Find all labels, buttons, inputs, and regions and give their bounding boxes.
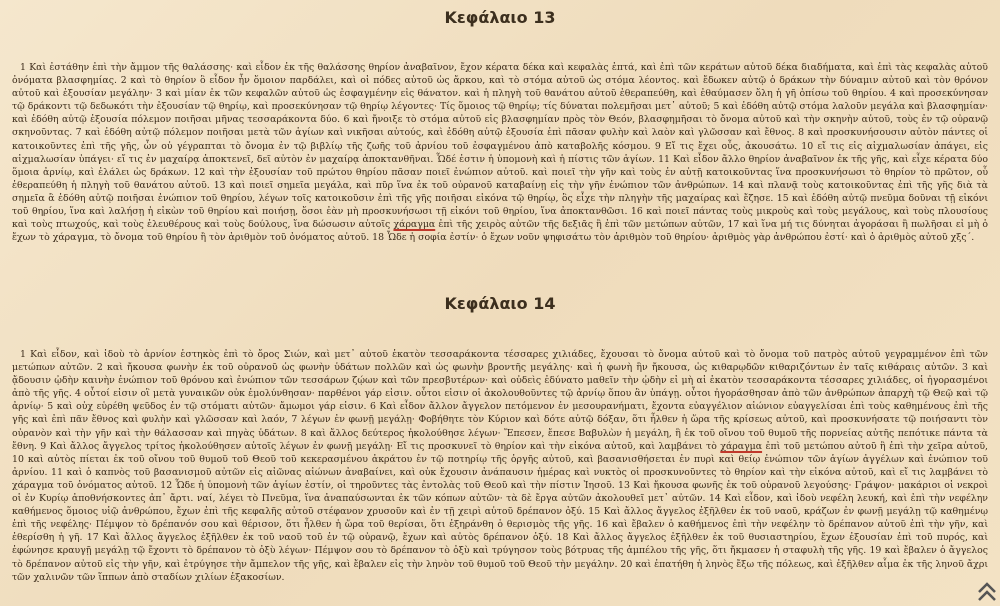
chapter-13-highlight: χάραγμα <box>393 219 436 231</box>
chapter-14-text <box>12 348 988 584</box>
chapter-14-text-part1: 1 Καὶ εἶδον, καὶ ἰδοὺ τὸ ἀρνίον ἑστηκὸς ἐπὶ τὸ ὄρος Σιών, καὶ μετ᾽ αὐτοῦ ἑκατὸν τεσσαράκοντα τέσσαρες χιλιάδες, ἔχουσαι τὸ ὄνομα αὐτοῦ καὶ τὸ ὄνομα τοῦ πατρὸς αὐτοῦ γεγραμμένον ἐπὶ τῶν μετώπων αὐτῶν. 2 καὶ ἤκουσα φωνὴν ἐκ τοῦ οὐρανοῦ ὡς φωνὴν ὑδάτων πολλῶν καὶ ὡς φωνὴν βροντῆς μεγάλης· καὶ ἡ φωνὴ ἣν ἤκουσα, ὡς κιθαρῳδῶν κιθαριζόντων ἐν ταῖς κιθάραις αὐτῶν. 3 καὶ ᾄδουσιν ᾠδὴν καινὴν ἐνώπιον τοῦ θρόνου καὶ ἐνώπιον τῶν τεσσάρων ζῴων καὶ τῶν πρεσβυτέρων· καὶ οὐδεὶς ἐδύνατο μαθεῖν τὴν ᾠδὴν εἰ μὴ αἱ ἑκατὸν τεσσαράκοντα τέσσαρες χιλιάδες, οἱ ἠγορασμένοι ἀπὸ τῆς γῆς. 4 οὗτοί εἰσιν οἳ μετὰ γυναικῶν οὐκ ἐμολύνθησαν· παρθένοι γάρ εἰσιν. οὗτοι εἰσιν οἱ ἀκολουθοῦντες τῷ ἀρνίῳ ὅπου ἂν ὑπάγῃ. οὗτοι ἠγοράσθησαν ἀπὸ τῶν ἀνθρώπων ἀπαρχὴ τῷ Θεῷ καὶ τῷ ἀρνίῳ· 5 καὶ οὐχ εὑρέθη ψεῦδος ἐν τῷ στόματι αὐτῶν· ἄμωμοι γάρ εἰσιν. 6 Καὶ εἶδον ἄλλον ἄγγελον πετόμενον ἐν μεσουρανήματι, ἔχοντα εὐαγγέλιον αἰώνιον εὐαγγελίσαι ἐπὶ τοὺς καθημένους ἐπὶ τῆς γῆς καὶ ἐπὶ πᾶν ἔθνος καὶ φυλὴν καὶ γλῶσσαν καὶ λαόν, 7 λέγων ἐν φωνῇ μεγάλῃ· Φοβήθητε τὸν Κύριον καὶ δότε αὐτῷ δόξαν, ὅτι ἦλθεν ἡ ὥρα τῆς κρίσεως αὐτοῦ, καὶ προσκυνήσατε τῷ ποιήσαντι τὸν οὐρανὸν καὶ τὴν γῆν καὶ τὴν θάλασσαν καὶ πηγὰς ὑδάτων. 8 καὶ ἄλλος δεύτερος ἠκολούθησε λέγων· Ἔπεσεν, ἔπεσε Βαβυλὼν ἡ μεγάλη, ἣ ἐκ τοῦ οἴνου τοῦ θυμοῦ τῆς πορνείας αὐτῆς πεπότικε πάντα τὰ ἔθνη. 9 Καὶ ἄλλος ἄγγελος τρίτος ἠκολούθησεν αὐτοῖς λέγων ἐν φωνῇ μεγάλῃ· Εἴ τις προσκυνεῖ τὸ θηρίον καὶ τὴν εἰκόνα αὐτοῦ, καὶ λαμβάνει τὸ <box>12 349 988 452</box>
scroll-to-top-button[interactable] <box>976 580 998 604</box>
chapter-14-title: Κεφάλαιο 14 <box>444 294 556 313</box>
chapter-13-text-part1: 1 Καὶ ἐστάθην ἐπὶ τὴν ἄμμον τῆς θαλάσσης· καὶ εἶδον ἐκ τῆς θαλάσσης θηρίον ἀναβαῖνον, ἔχον κέρατα δέκα καὶ κεφαλὰς ἑπτά, καὶ ἐπὶ τῶν κεράτων αὐτοῦ δέκα διαδήματα, καὶ ἐπὶ τὰς κεφαλὰς αὐτοῦ ὀνόματα βλασφημίας. 2 καὶ τὸ θηρίον ὃ εἶδον ἦν ὅμοιον παρδάλει, καὶ οἱ πόδες αὐτοῦ ὡς ἄρκου, καὶ τὸ στόμα αὐτοῦ ὡς στόμα λέοντος. καὶ ἔδωκεν αὐτῷ ὁ δράκων τὴν δύναμιν αὐτοῦ καὶ τὸν θρόνον αὐτοῦ καὶ ἐξουσίαν μεγάλην· 3 καὶ μίαν ἐκ τῶν κεφαλῶν αὐτοῦ ὡς ἐσφαγμένην εἰς θάνατον. καὶ ἡ πληγὴ τοῦ θανάτου αὐτοῦ ἐθεραπεύθη, καὶ ἐθαύμασεν ὅλη ἡ γῆ ὀπίσω τοῦ θηρίου. 4 καὶ προσεκύνησαν τῷ δράκοντι τῷ δεδωκότι τὴν ἐξουσίαν τῷ θηρίῳ, καὶ προσεκύνησαν τῷ θηρίῳ λέγοντες· Τίς ὅμοιος τῷ θηρίῳ; τίς δύναται πολεμῆσαι μετ᾽ αὐτοῦ; 5 καὶ ἐδόθη αὐτῷ στόμα λαλοῦν μεγάλα καὶ βλασφημίαν· καὶ ἐδόθη αὐτῷ ἐξουσία πόλεμον ποιῆσαι μῆνας τεσσαράκοντα δύο. 6 καὶ ἤνοιξε τὸ στόμα αὐτοῦ εἰς βλασφημίαν πρὸς τὸν Θεόν, βλασφημῆσαι τὸ ὄνομα αὐτοῦ καὶ τὴν σκηνὴν αὐτοῦ, τοὺς ἐν τῷ οὐρανῷ σκηνοῦντας. 7 καὶ ἐδόθη αὐτῷ πόλεμον ποιῆσαι μετὰ τῶν ἁγίων καὶ νικῆσαι αὐτούς, καὶ ἐδόθη αὐτῷ ἐξουσία ἐπὶ πᾶσαν φυλὴν καὶ λαὸν καὶ γλῶσσαν καὶ ἔθνος. 8 καὶ προσκυνήσουσιν αὐτὸν πάντες οἱ κατοικοῦντες ἐπὶ τῆς γῆς, ὧν οὐ γέγραπται τὸ ὄνομα ἐν τῷ βιβλίῳ τῆς ζωῆς τοῦ ἀρνίου τοῦ ἐσφαγμένου ἀπὸ καταβολῆς κόσμου. 9 Εἴ τις ἔχει οὖς, ἀκουσάτω. 10 εἴ τις εἰς αἰχμαλωσίαν ἀπάγει, εἰς αἰχμαλωσίαν ὑπάγει· εἴ τις ἐν μαχαίρᾳ ἀποκτενεῖ, δεῖ αὐτὸν ἐν μαχαίρᾳ ἀποκτανθῆναι. Ὧδέ ἐστιν ἡ ὑπομονὴ καὶ ἡ πίστις τῶν ἁγίων. 11 Καὶ εἶδον ἄλλο θηρίον ἀναβαῖνον ἐκ τῆς γῆς, καὶ εἶχε κέρατα δύο ὅμοια ἀρνίῳ, καὶ ἐλάλει ὡς δράκων. 12 καὶ τὴν ἐξουσίαν τοῦ πρώτου θηρίου πᾶσαν ποιεῖ ἐνώπιον αὐτοῦ. καὶ ποιεῖ τὴν γῆν καὶ τοὺς ἐν αὐτῇ κατοικοῦντας ἵνα προσκυνήσωσι τὸ θηρίον τὸ πρῶτον, οὗ ἐθεραπεύθη ἡ πληγὴ τοῦ θανάτου αὐτοῦ. 13 καὶ ποιεῖ σημεῖα μεγάλα, καὶ πῦρ ἵνα ἐκ τοῦ οὐρανοῦ καταβαίνῃ εἰς τὴν γῆν ἐνώπιον τῶν ἀνθρώπων. 14 καὶ πλανᾷ τοὺς κατοικοῦντας ἐπὶ τῆς γῆς διὰ τὰ σημεῖα ἃ ἐδόθη αὐτῷ ποιῆσαι ἐνώπιον τοῦ θηρίου, λέγων τοῖς κατοικοῦσιν ἐπὶ τῆς γῆς ποιῆσαι εἰκόνα τῷ θηρίῳ, ὃς εἶχε τὴν πληγὴν τῆς μαχαίρας καὶ ἔζησε. 15 καὶ ἐδόθη αὐτῷ πνεῦμα δοῦναι τῇ εἰκόνι τοῦ θηρίου, ἵνα καὶ λαλήσῃ ἡ εἰκὼν τοῦ θηρίου καὶ ποιήσῃ, ὅσοι ἐὰν μὴ προσκυνήσωσι τῇ εἰκόνι τοῦ θηρίου, ἵνα ἀποκτανθῶσι. 16 καὶ ποιεῖ πάντας τοὺς μικροὺς καὶ τοὺς μεγάλους, καὶ τοὺς πλουσίους καὶ τοὺς πτωχούς, καὶ τοὺς ἐλευθέρους καὶ τοὺς δούλους, ἵνα δώσωσιν αὐτοῖς <box>12 62 988 231</box>
double-chevron-up-icon <box>976 580 998 604</box>
chapter-13-text-part2: ἐπὶ τῆς χειρὸς αὐτῶν τῆς δεξιᾶς ἢ ἐπὶ τῶν μετώπων αὐτῶν, 17 καὶ ἵνα μή τις δύνηται ἀγοράσαι ἢ πωλῆσαι εἰ μὴ ὁ ἔχων τὸ χάραγμα, τὸ ὄνομα τοῦ θηρίου ἢ τὸν ἀριθμὸν τοῦ ὀνόματος αὐτοῦ. 18 Ὧδε ἡ σοφία ἐστίν· ὁ ἔχων νοῦν ψηφισάτω τὸν ἀριθμὸν τοῦ θηρίου· ἀριθμὸς γὰρ ἀνθρώπου ἐστί· καὶ ὁ ἀριθμὸς αὐτοῦ χξς΄. <box>12 219 989 244</box>
chapter-13-title: Κεφάλαιο 13 <box>444 8 556 27</box>
chapter-13-text <box>12 61 988 244</box>
chapter-14-text-part2: ἐπὶ τοῦ μετώπου αὐτοῦ ἢ ἐπὶ τὴν χεῖρα αὐτοῦ, 10 καὶ αὐτὸς πίεται ἐκ τοῦ οἴνου τοῦ θυμοῦ τοῦ Θεοῦ τοῦ κεκερασμένου ἀκράτου ἐν τῷ ποτηρίῳ τῆς ὀργῆς αὐτοῦ, καὶ βασανισθήσεται ἐν πυρὶ καὶ θείῳ ἐνώπιον τῶν ἁγίων ἀγγέλων καὶ ἐνώπιον τοῦ ἀρνίου. 11 καὶ ὁ καπνὸς τοῦ βασανισμοῦ αὐτῶν εἰς αἰῶνας αἰώνων ἀναβαίνει, καὶ οὐκ ἔχουσιν ἀνάπαυσιν ἡμέρας καὶ νυκτὸς οἱ προσκυνοῦντες τὸ θηρίον καὶ τὴν εἰκόνα αὐτοῦ, καὶ εἴ τις λαμβάνει τὸ χάραγμα τοῦ ὀνόματος αὐτοῦ. 12 Ὧδε ἡ ὑπομονὴ τῶν ἁγίων ἐστίν, οἱ τηροῦντες τὰς ἐντολὰς τοῦ Θεοῦ καὶ τὴν πίστιν Ἰησοῦ. 13 Καὶ ἤκουσα φωνῆς ἐκ τοῦ οὐρανοῦ λεγούσης· Γράψον· μακάριοι οἱ νεκροὶ οἱ ἐν Κυρίῳ ἀποθνήσκοντες ἀπ᾽ ἄρτι. ναί, λέγει τὸ Πνεῦμα, ἵνα ἀναπαύσωνται ἐκ τῶν κόπων αὐτῶν· τὰ δὲ ἔργα αὐτῶν ἀκολουθεῖ μετ᾽ αὐτῶν. 14 Καὶ εἶδον, καὶ ἰδοὺ νεφέλη λευκή, καὶ ἐπὶ τὴν νεφέλην καθήμενος ὅμοιος υἱῷ ἀνθρώπου, ἔχων ἐπὶ τῆς κεφαλῆς αὐτοῦ στέφανον χρυσοῦν καὶ ἐν τῇ χειρὶ αὐτοῦ δρέπανον ὀξύ. 15 Καὶ ἄλλος ἄγγελος ἐξῆλθεν ἐκ τοῦ ναοῦ, κράζων ἐν φωνῇ μεγάλῃ τῷ καθημένῳ ἐπὶ τῆς νεφέλης· Πέμψον τὸ δρέπανόν σου καὶ θέρισον, ὅτι ἦλθεν ἡ ὥρα τοῦ θερίσαι, ὅτι ἐξηράνθη ὁ θερισμὸς τῆς γῆς. 16 καὶ ἔβαλεν ὁ καθήμενος ἐπὶ τὴν νεφέλην τὸ δρέπανον αὐτοῦ ἐπὶ τὴν γῆν, καὶ ἐθερίσθη ἡ γῆ. 17 Καὶ ἄλλος ἄγγελος ἐξῆλθεν ἐκ τοῦ ναοῦ τοῦ ἐν τῷ οὐρανῷ, ἔχων καὶ αὐτὸς δρέπανον ὀξύ. 18 Καὶ ἄλλος ἄγγελος ἐξῆλθεν ἐκ τοῦ θυσιαστηρίου, ἔχων ἐξουσίαν ἐπὶ τοῦ πυρός, καὶ ἐφώνησε κραυγῇ μεγάλῃ τῷ ἔχοντι τὸ δρέπανον τὸ ὀξὺ λέγων· Πέμψον σου τὸ δρέπανον τὸ ὀξὺ καὶ τρύγησον τοὺς βότρυας τῆς ἀμπέλου τῆς γῆς, ὅτι ἤκμασεν ἡ σταφυλὴ τῆς γῆς. 19 καὶ ἔβαλεν ὁ ἄγγελος τὸ δρέπανον αὐτοῦ εἰς τὴν γῆν, καὶ ἐτρύγησε τὴν ἄμπελον τῆς γῆς, καὶ ἔβαλεν εἰς τὴν ληνὸν τοῦ θυμοῦ τοῦ Θεοῦ τὴν μεγάλην. 20 καὶ ἐπατήθη ἡ ληνὸς ἔξω τῆς πόλεως, καὶ ἐξῆλθεν αἷμα ἐκ τῆς ληνοῦ ἄχρι τῶν χαλινῶν τῶν ἵππων ἀπὸ σταδίων χιλίων ἑξακοσίων. <box>12 440 989 583</box>
chapter-14-highlight: χάραγμα <box>720 440 763 452</box>
